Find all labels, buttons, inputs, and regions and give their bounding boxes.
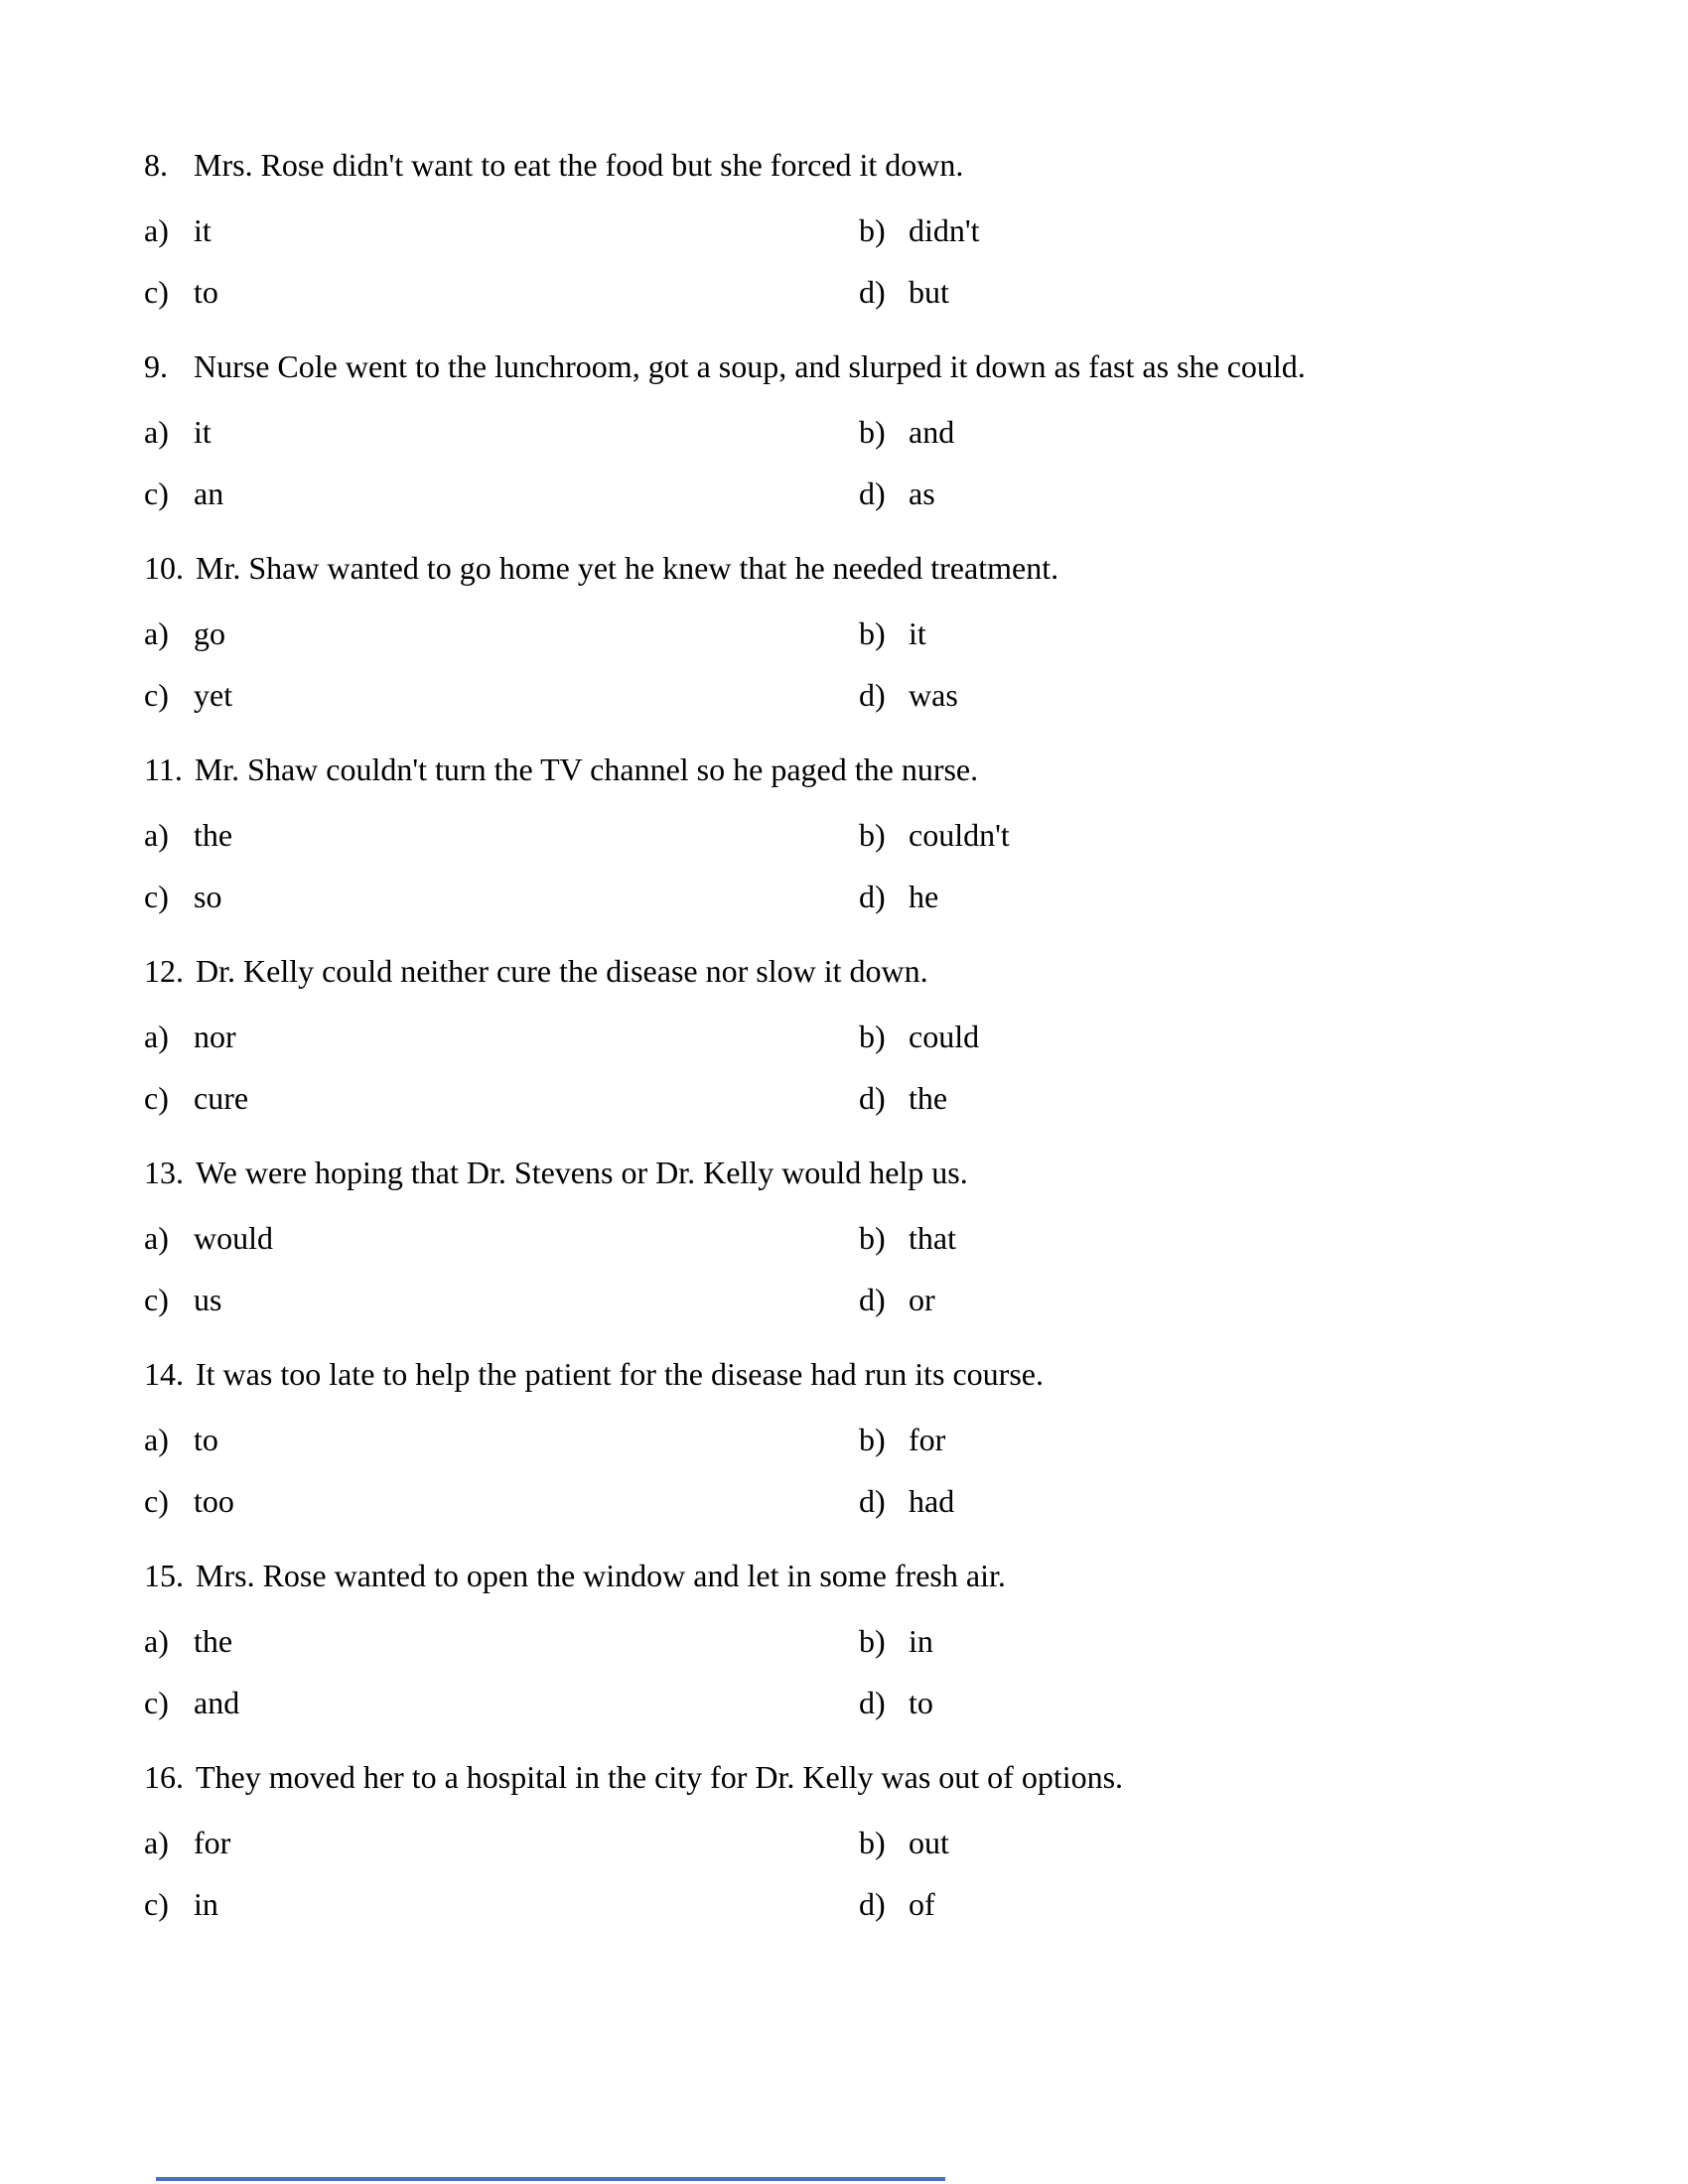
option-word: he	[909, 879, 939, 914]
option-letter: a)	[144, 1623, 169, 1659]
option-d	[859, 272, 1559, 312]
option-b	[859, 1621, 1559, 1661]
options-row-1	[144, 210, 1559, 250]
option-b	[859, 412, 1559, 452]
option-b	[859, 210, 1559, 250]
option-b	[859, 1017, 1559, 1056]
option-letter: b)	[859, 817, 886, 853]
question-line	[144, 951, 1559, 991]
option-c	[144, 675, 859, 715]
option-word: out	[909, 1825, 949, 1860]
option-a	[144, 210, 859, 250]
option-word: and	[194, 1685, 240, 1720]
option-a	[144, 1218, 859, 1258]
option-word: could	[909, 1019, 980, 1054]
question-number: 11.	[144, 751, 183, 787]
options-row-2	[144, 1280, 1559, 1319]
option-c	[144, 474, 859, 513]
option-letter: b)	[859, 1623, 886, 1659]
option-letter: a)	[144, 1422, 169, 1457]
question-number: 15.	[144, 1558, 184, 1593]
question-block	[144, 1556, 1559, 1722]
option-word: us	[194, 1282, 222, 1317]
options-row-2	[144, 1884, 1559, 1924]
option-letter: d)	[859, 1282, 886, 1317]
question-line	[144, 1757, 1559, 1797]
options-row-1	[144, 1218, 1559, 1258]
option-letter: c)	[144, 274, 169, 310]
option-word: as	[909, 476, 935, 511]
option-letter: b)	[859, 615, 886, 651]
option-a	[144, 1823, 859, 1862]
question-line	[144, 1556, 1559, 1595]
option-word: that	[909, 1220, 956, 1256]
option-letter: d)	[859, 879, 886, 914]
option-d	[859, 1078, 1559, 1118]
option-letter: a)	[144, 615, 169, 651]
option-letter: b)	[859, 1422, 886, 1457]
option-word: yet	[194, 677, 233, 713]
option-letter: a)	[144, 212, 169, 248]
option-letter: d)	[859, 476, 886, 511]
question-text: It was too late to help the patient for the disease had run its course.	[196, 1356, 1044, 1392]
option-word: to	[909, 1685, 933, 1720]
question-line	[144, 548, 1559, 588]
option-b	[859, 614, 1559, 653]
option-letter: d)	[859, 1685, 886, 1720]
question-text: Nurse Cole went to the lunchroom, got a soup, and slurped it down as fast as she could.	[194, 348, 1306, 384]
question-block	[144, 1757, 1559, 1924]
question-block	[144, 750, 1559, 916]
question-block	[144, 1153, 1559, 1319]
option-word: to	[194, 1422, 218, 1457]
option-letter: b)	[859, 212, 886, 248]
question-text: Dr. Kelly could neither cure the disease nor slow it down.	[196, 953, 928, 989]
option-word: in	[194, 1886, 218, 1922]
option-word: the	[909, 1080, 948, 1116]
question-number: 10.	[144, 550, 184, 586]
option-word: or	[909, 1282, 935, 1317]
option-b	[859, 815, 1559, 855]
option-a	[144, 815, 859, 855]
question-number: 12.	[144, 953, 184, 989]
option-d	[859, 474, 1559, 513]
options-row-2	[144, 877, 1559, 916]
options-row-1	[144, 1621, 1559, 1661]
option-d	[859, 675, 1559, 715]
option-word: it	[194, 414, 211, 450]
question-number: 8.	[144, 147, 168, 183]
options-row-2	[144, 272, 1559, 312]
option-letter: c)	[144, 1685, 169, 1720]
option-letter: d)	[859, 1483, 886, 1519]
option-c	[144, 877, 859, 916]
question-number: 14.	[144, 1356, 184, 1392]
option-word: go	[194, 615, 225, 651]
question-block	[144, 951, 1559, 1118]
option-b	[859, 1420, 1559, 1459]
options-row-2	[144, 1683, 1559, 1722]
option-letter: a)	[144, 1220, 169, 1256]
option-letter: a)	[144, 414, 169, 450]
option-word: it	[909, 615, 926, 651]
option-word: was	[909, 677, 958, 713]
option-word: for	[909, 1422, 946, 1457]
option-word: it	[194, 212, 211, 248]
option-letter: c)	[144, 1483, 169, 1519]
options-row-2	[144, 474, 1559, 513]
option-word: in	[909, 1623, 933, 1659]
option-word: of	[909, 1886, 935, 1922]
option-word: would	[194, 1220, 273, 1256]
question-line	[144, 750, 1559, 789]
question-text: Mrs. Rose didn't want to eat the food but she forced it down.	[194, 147, 964, 183]
options-row-1	[144, 815, 1559, 855]
option-letter: d)	[859, 1080, 886, 1116]
option-word: but	[909, 274, 949, 310]
question-line	[144, 346, 1559, 386]
option-word: to	[194, 274, 218, 310]
option-letter: c)	[144, 1886, 169, 1922]
options-row-1	[144, 1017, 1559, 1056]
option-a	[144, 1420, 859, 1459]
question-line	[144, 1354, 1559, 1394]
option-letter: b)	[859, 414, 886, 450]
option-letter: d)	[859, 274, 886, 310]
option-letter: a)	[144, 1825, 169, 1860]
worksheet-question-list	[144, 145, 1559, 1959]
option-word: the	[194, 1623, 233, 1659]
options-row-2	[144, 675, 1559, 715]
option-word: an	[194, 476, 224, 511]
question-number: 13.	[144, 1155, 184, 1190]
option-c	[144, 1481, 859, 1521]
option-letter: c)	[144, 1080, 169, 1116]
option-word: had	[909, 1483, 955, 1519]
option-letter: b)	[859, 1825, 886, 1860]
footer-accent-line	[156, 2177, 945, 2181]
option-word: nor	[194, 1019, 236, 1054]
options-row-2	[144, 1078, 1559, 1118]
question-text: They moved her to a hospital in the city for Dr. Kelly was out of options.	[196, 1759, 1124, 1795]
option-b	[859, 1218, 1559, 1258]
option-word: and	[909, 414, 955, 450]
option-word: the	[194, 817, 233, 853]
option-c	[144, 272, 859, 312]
question-line	[144, 1153, 1559, 1192]
question-block	[144, 145, 1559, 312]
option-word: so	[194, 879, 222, 914]
option-word: too	[194, 1483, 234, 1519]
option-c	[144, 1884, 859, 1924]
options-row-1	[144, 1420, 1559, 1459]
question-block	[144, 548, 1559, 715]
question-text: We were hoping that Dr. Stevens or Dr. Kelly would help us.	[196, 1155, 968, 1190]
options-row-1	[144, 614, 1559, 653]
question-text: Mr. Shaw couldn't turn the TV channel so he paged the nurse.	[194, 751, 979, 787]
option-b	[859, 1823, 1559, 1862]
option-word: for	[194, 1825, 231, 1860]
option-a	[144, 1017, 859, 1056]
option-d	[859, 1481, 1559, 1521]
question-text: Mrs. Rose wanted to open the window and let in some fresh air.	[196, 1558, 1006, 1593]
option-letter: a)	[144, 817, 169, 853]
option-c	[144, 1280, 859, 1319]
option-d	[859, 1683, 1559, 1722]
option-letter: c)	[144, 476, 169, 511]
option-a	[144, 1621, 859, 1661]
option-word: cure	[194, 1080, 249, 1116]
option-a	[144, 614, 859, 653]
option-d	[859, 877, 1559, 916]
question-line	[144, 145, 1559, 185]
question-block	[144, 346, 1559, 513]
option-d	[859, 1884, 1559, 1924]
option-word: couldn't	[909, 817, 1010, 853]
options-row-1	[144, 412, 1559, 452]
option-word: didn't	[909, 212, 980, 248]
option-a	[144, 412, 859, 452]
option-letter: d)	[859, 677, 886, 713]
option-letter: b)	[859, 1019, 886, 1054]
question-number: 9.	[144, 348, 168, 384]
option-c	[144, 1683, 859, 1722]
option-c	[144, 1078, 859, 1118]
question-number: 16.	[144, 1759, 184, 1795]
option-letter: c)	[144, 1282, 169, 1317]
option-letter: a)	[144, 1019, 169, 1054]
option-letter: c)	[144, 879, 169, 914]
question-text: Mr. Shaw wanted to go home yet he knew that he needed treatment.	[196, 550, 1059, 586]
question-block	[144, 1354, 1559, 1521]
options-row-1	[144, 1823, 1559, 1862]
option-letter: d)	[859, 1886, 886, 1922]
options-row-2	[144, 1481, 1559, 1521]
option-d	[859, 1280, 1559, 1319]
option-letter: b)	[859, 1220, 886, 1256]
option-letter: c)	[144, 677, 169, 713]
